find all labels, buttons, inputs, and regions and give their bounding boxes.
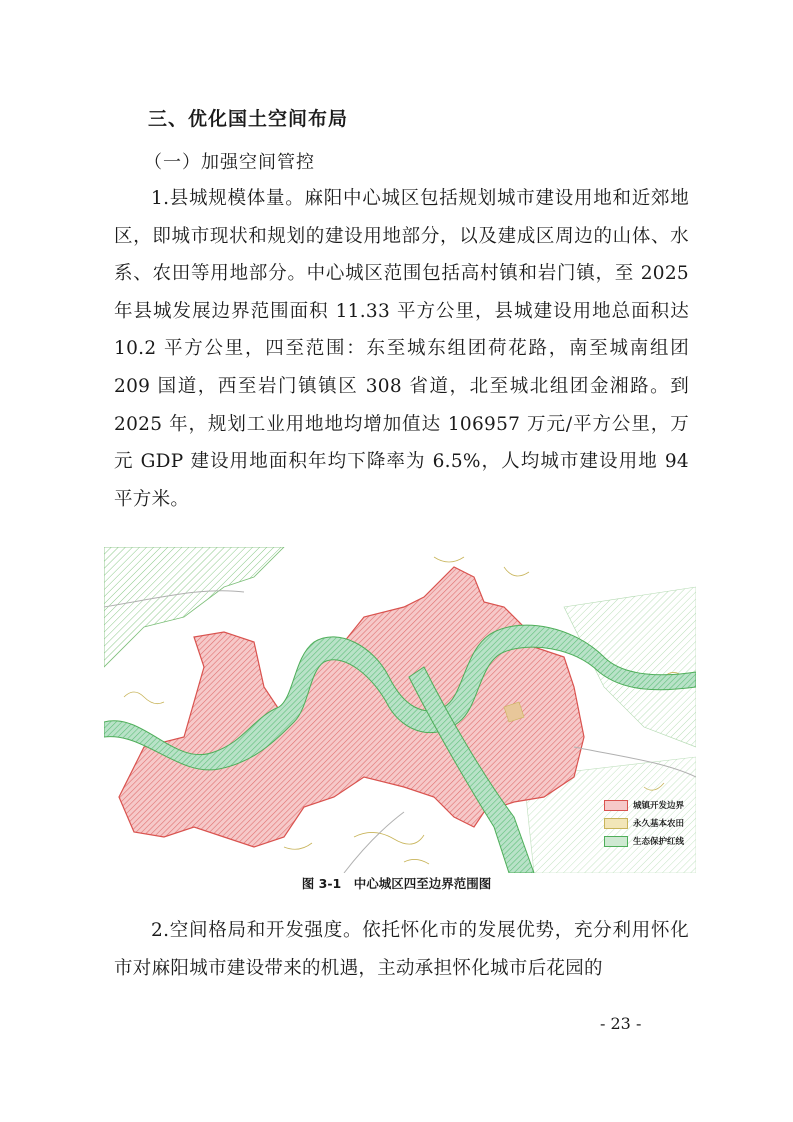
legend-label: 城镇开发边界 (632, 801, 684, 811)
legend-item-ecological-redline (604, 835, 684, 847)
ecological-zone-east (564, 587, 696, 747)
paragraph-county-scale: 1.县城规模体量。麻阳中心城区包括规划城市建设用地和近郊地区，即城市现状和规划的建设用地部分，以及建成区周边的山体、水系、农田等用地部分。中心城区范围包括高村镇和岩门镇，至 2025 年县城发展边界范围面积 11.33 平方公里，县城建设用地总面积达 10.2 平方公里，四至范围：东至城东组团荷花路，南至城南组团 209 国道，西至岩门镇镇区 308 省道，北至城北组团金湘路。到 2025 年，规划工业用地地均增加值达 106957 万元/平方公里，万元 GDP 建设用地面积年均下降率为 6.5%，人均城市建设用地 94 平方米。 (114, 188, 689, 510)
legend-label: 生态保护红线 (632, 837, 684, 847)
legend-label: 永久基本农田 (632, 819, 684, 829)
central-district-boundary-map (104, 547, 696, 873)
figure-caption: 图 3-1 中心城区四至边界范围图 (301, 876, 492, 891)
map-legend (604, 793, 684, 847)
legend-item-urban-boundary (604, 799, 684, 811)
paragraph-spatial-pattern: 2.空间格局和开发强度。依托怀化市的发展优势，充分利用怀化市对麻阳城市建设带来的机遇，主动承担怀化城市后花园的 (114, 920, 689, 979)
urban-boundary-swatch (604, 800, 628, 811)
section-heading: 三、优化国土空间布局 (148, 108, 349, 130)
farmland-swatch (604, 818, 628, 829)
legend-item-farmland (604, 817, 684, 829)
ecological-swatch (604, 836, 628, 847)
ecological-zone-northwest (104, 547, 284, 667)
page-number: - 23 - (600, 1014, 642, 1033)
subsection-heading: （一）加强空间管控 (144, 152, 315, 173)
